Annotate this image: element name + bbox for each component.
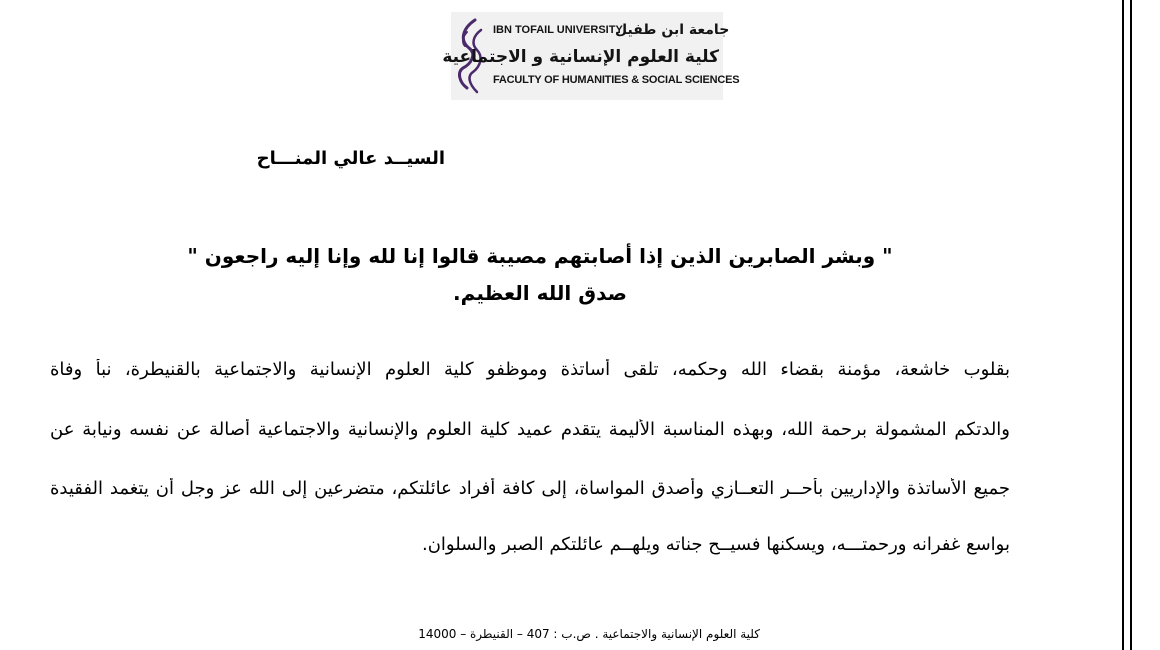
body-paragraph-line: بواسع غفرانه ورحمتـــه، ويسكنها فسيــح جناته ويلهــم عائلتكم الصبر والسلوان.	[421, 534, 1010, 555]
body-paragraph-line: والدتكم المشمولة برحمة الله، وبهذه المناسبة الأليمة يتقدم عميد كلية العلوم والإنسانية والاجتماعية أصالة عن نفسه ونيابة عن	[50, 419, 1010, 440]
footer-address: كلية العلوم الإنسانية والاجتماعية . ص.ب : 407 – القنيطرة – 14000	[418, 627, 760, 641]
addressee-name: السيــد عالي المنـــاح	[256, 148, 445, 169]
university-logo	[442, 12, 740, 100]
university-name-en: IBN TOFAIL UNIVERSITY	[493, 24, 623, 36]
faculty-name-en: FACULTY OF HUMANITIES & SOCIAL SCIENCES	[493, 74, 740, 86]
scan-edge-line	[1122, 0, 1124, 650]
body-paragraph-line: بقلوب خاشعة، مؤمنة بقضاء الله وحكمه، تلقى أساتذة وموظفو كلية العلوم الإنسانية والاجتماعية بالقنيطرة، نبأ وفاة	[50, 359, 1010, 380]
verse-closing: صدق الله العظيم.	[453, 281, 627, 305]
scan-edge-line	[1130, 0, 1132, 650]
faculty-name-ar: كلية العلوم الإنسانية و الاجتماعية	[442, 47, 719, 67]
quran-verse: " وبشر الصابرين الذين إذا أصابتهم مصيبة قالوا إنا لله وإنا إليه راجعون "	[187, 244, 893, 268]
body-paragraph-line: جميع الأساتذة والإداريين بأحــر التعــازي وأصدق المواساة، إلى كافة أفراد عائلتكم، متضرعين إلى الله عز وجل أن يتغمد الفقيدة	[50, 478, 1010, 499]
university-name-ar: جامعة ابن طفيل	[615, 22, 730, 38]
